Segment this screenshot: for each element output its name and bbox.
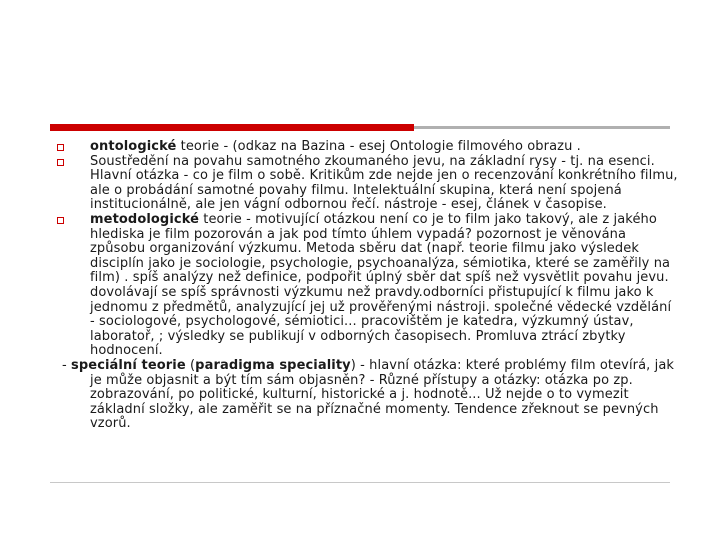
square-bullet-icon (57, 217, 64, 224)
square-bullet-icon (57, 159, 64, 166)
item-text: ) - hlavní otázka: které problémy film otevírá, jak je může objasnit a být tím sám objasněn? - Různé přístupy a otázky: otázka po zp. zobrazování, po politické, kulturní, historické a j. hodnotě... Už nejde o to vymezit základní složky, ale zaměřit se na příznačné momenty. Tendence zřeknout se pevných vzorů. (90, 357, 675, 432)
item-text: Soustředění na povahu samotného zkoumaného jevu, na základní rysy - tj. na esenci. Hlavní otázka - co je film o sobě. Kritikům zde nejde jen o recenzování konkrétního filmu, ale o probádání samotné povahy filmu. Intelektuální skupina, která není spojená institucionálně, ale jen vágní odbornou řečí. nástroje - esej, článek v časopise. (90, 153, 678, 213)
footer-rule (50, 482, 670, 483)
title-rule-accent (50, 124, 414, 131)
term-bold-paradigm: paradigma speciality (195, 357, 351, 373)
dash-marker: - (62, 357, 67, 373)
item-text-paren: ( (185, 357, 196, 373)
slide-body (50, 140, 680, 432)
list-item-focus (50, 155, 680, 213)
list-item-ontologic (50, 140, 680, 155)
term-bold: metodologické (90, 211, 200, 227)
term-bold: speciální teorie (71, 357, 186, 373)
list-item-special (50, 359, 680, 432)
square-bullet-icon (57, 144, 64, 151)
list-item-methodologic (50, 213, 680, 359)
term-bold: ontologické (90, 139, 177, 154)
item-text: teorie - (odkaz na Bazina - esej Ontologie filmového obrazu . (176, 139, 581, 154)
title-rule-gray (414, 126, 670, 129)
item-text: teorie - motivující otázkou není co je to film jako takový, ale z jakého hlediska je film pozorován a jak pod tímto úhlem vypadá? pozornost je věnována způsobu organizování výzkumu. Metoda sběru dat (např. teorie filmu jako výsledek disciplín jako je sociologie, psychologie, psychoanalýza, sémiotika, které se zaměřily na film) . spíš analýzy než definice, podpořit úplný sběr dat spíš než vysvětlit povahu jevu. dovolávají se spíš správnosti výzkumu než pravdy.odborníci přistupující k filmu jako k jednomu z předmětů, analyzující jej už prověřenými nástroji. společné vědecké vzdělání - sociologové, psychologové, sémiotici... pracovištěm je katedra, výzkumný ústav, laboratoř, ; výsledky se publikují v odborných časopisech. Promluva ztrácí zbytky hodnocení. (90, 211, 672, 359)
